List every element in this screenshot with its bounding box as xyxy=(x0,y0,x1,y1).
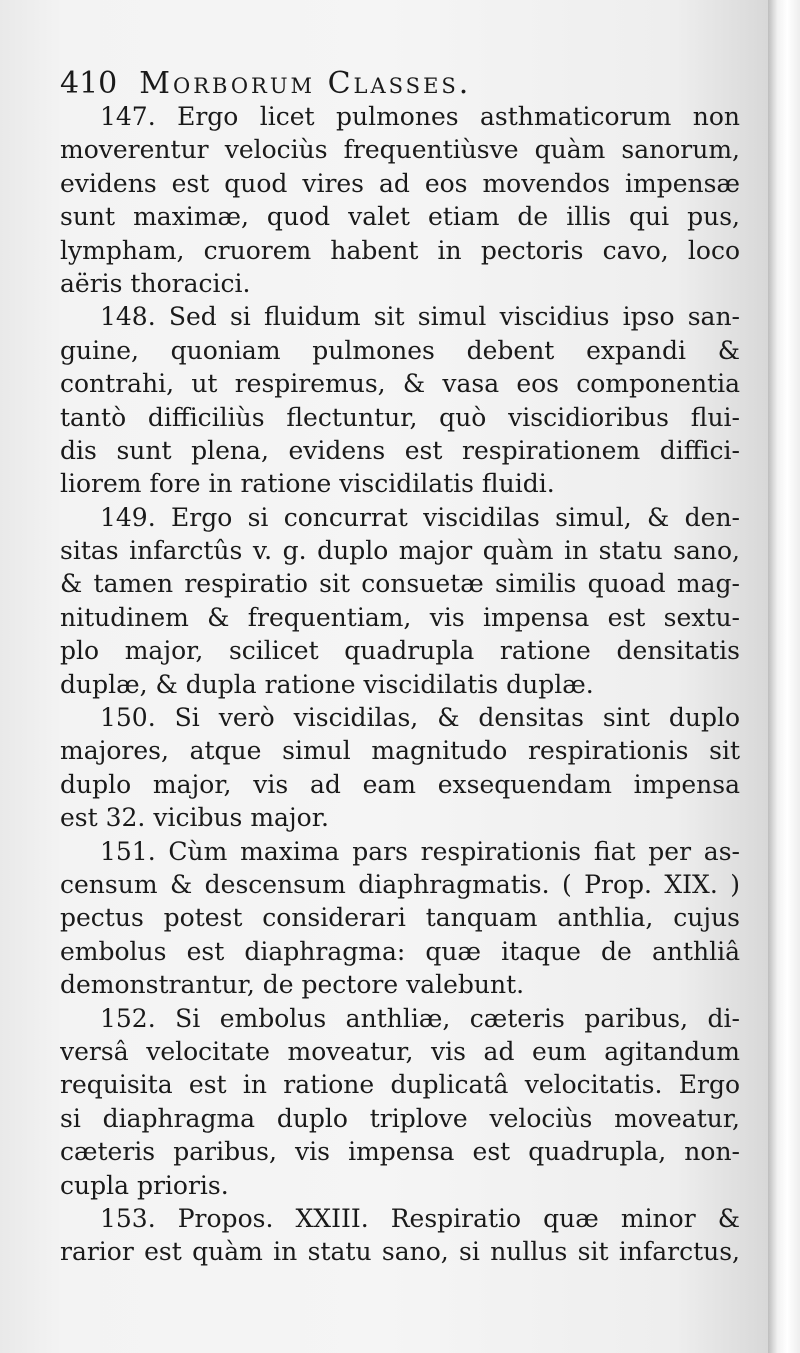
text-line: majores, atque simul magnitudo respirationis sit xyxy=(60,736,740,766)
text-line: dis sunt plena, evidens est respirationem diffici- xyxy=(60,435,740,465)
paragraph-start-line: 147. Ergo licet pulmones asthmaticorum non xyxy=(100,102,740,131)
text-line: cupla prioris. xyxy=(60,1170,229,1200)
text-line: si diaphragma duplo triplove velociùs moveatur, xyxy=(60,1103,740,1133)
text-line: plo major, scilicet quadrupla ratione densitatis xyxy=(60,636,740,666)
body-text xyxy=(60,100,740,1269)
text-line: lympham, cruorem habent in pectoris cavo, loco xyxy=(60,235,740,265)
text-line: censum & descensum diaphragmatis. ( Prop. XIX. ) xyxy=(60,869,740,899)
text-line: embolus est diaphragma: quæ itaque de anthliâ xyxy=(60,936,740,966)
text-line: cæteris paribus, vis impensa est quadrupla, non- xyxy=(60,1137,740,1167)
page-number: 410 xyxy=(60,65,118,101)
text-line: moverentur velociùs frequentiùsve quàm sanorum, xyxy=(60,135,740,165)
text-line: duplæ, & dupla ratione viscidilatis duplæ. xyxy=(60,669,594,699)
running-head: Morborum Classes. xyxy=(139,65,472,101)
text-line: sitas infarctûs v. g. duplo major quàm in statu sano, xyxy=(60,536,740,566)
page-edge xyxy=(768,0,800,1353)
paragraph-start-line: 153. Propos. XXIII. Respiratio quæ minor & xyxy=(100,1203,740,1233)
paragraph-start-line: 149. Ergo si concurrat viscidilas simul, & den- xyxy=(100,502,740,532)
text-line: aëris thoracici. xyxy=(60,268,251,298)
page-header xyxy=(60,40,740,100)
text-line: requisita est in ratione duplicatâ velocitatis. Ergo xyxy=(60,1070,740,1100)
text-line: evidens est quod vires ad eos movendos impensæ xyxy=(60,168,740,198)
text-line: duplo major, vis ad eam exsequendam impensa xyxy=(60,769,740,799)
text-line: guine, quoniam pulmones debent expandi & xyxy=(60,335,740,365)
text-line: sunt maximæ, quod valet etiam de illis qui pus, xyxy=(60,202,740,232)
paragraph-start-line: 152. Si embolus anthliæ, cæteris paribus, di- xyxy=(100,1003,740,1033)
text-line: demonstrantur, de pectore valebunt. xyxy=(60,970,525,1000)
text-line: est 32. vicibus major. xyxy=(60,803,329,833)
text-line: nitudinem & frequentiam, vis impensa est sextu- xyxy=(60,602,740,632)
text-line: pectus potest considerari tanquam anthlia, cujus xyxy=(60,903,740,933)
paragraph-start-line: 150. Si verò viscidilas, & densitas sint duplo xyxy=(100,703,740,733)
text-line: rarior est quàm in statu sano, si nullus sit infarctus, xyxy=(60,1237,740,1267)
page-text xyxy=(60,40,740,1269)
text-line: tantò difficiliùs flectuntur, quò viscidioribus flui- xyxy=(60,402,740,432)
text-line: liorem fore in ratione viscidilatis fluidi. xyxy=(60,469,555,499)
text-line: & tamen respiratio sit consuetæ similis quoad mag- xyxy=(60,569,740,599)
text-line: contrahi, ut respiremus, & vasa eos componentia xyxy=(60,369,740,399)
text-line: versâ velocitate moveatur, vis ad eum agitandum xyxy=(60,1036,740,1066)
paragraph-start-line: 151. Cùm maxima pars respirationis fiat per as- xyxy=(100,836,740,866)
paragraph-start-line: 148. Sed si fluidum sit simul viscidius ipso san- xyxy=(100,302,740,332)
